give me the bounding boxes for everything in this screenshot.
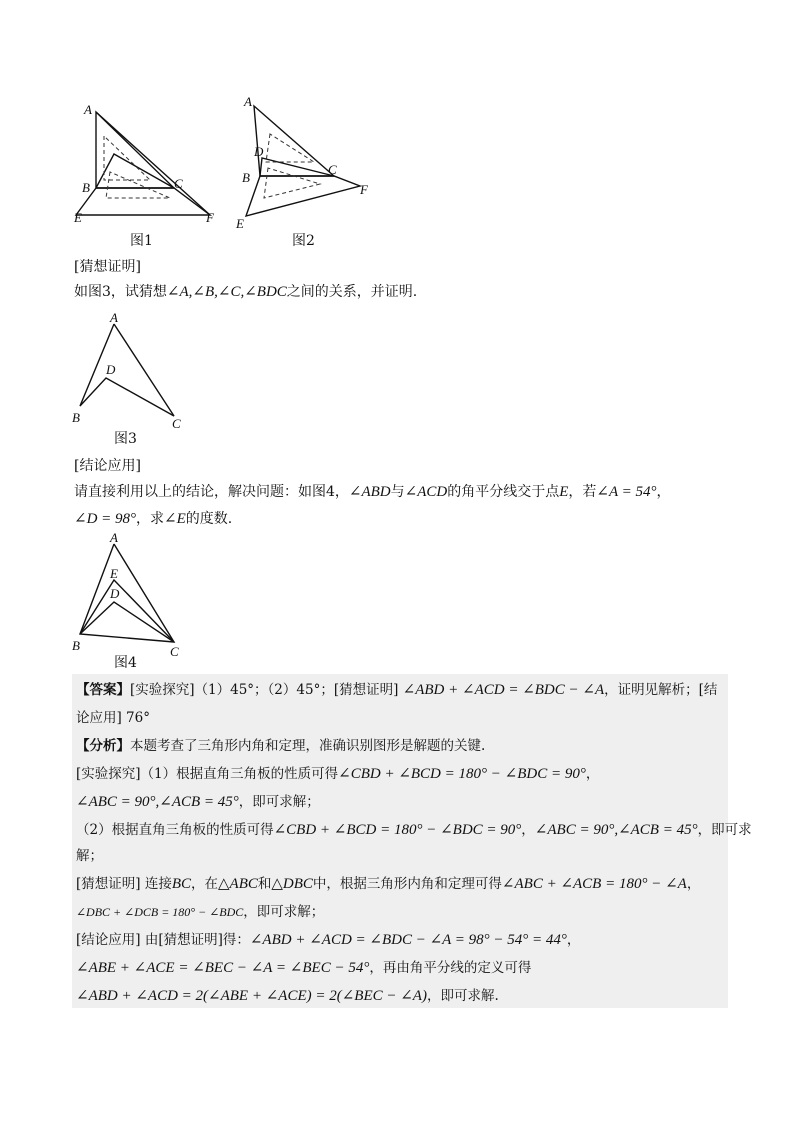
answer-line-1	[76, 680, 717, 700]
conclusion-math-1: ∠ABD + ∠ACD = ∠BDC − ∠A = 98° − 54° = 44°	[249, 932, 567, 948]
figure-2	[234, 96, 384, 236]
guess-heading: [猜想证明]	[74, 259, 141, 275]
explore2-math-2: ∠ABC = 90°,∠ACB = 45°	[534, 822, 698, 838]
proof-text-1: [猜想证明] 连接	[76, 876, 172, 892]
figure-3-diagram	[70, 308, 190, 433]
fig4-label-a: A	[110, 530, 118, 545]
explore-line-2	[76, 792, 320, 812]
fig2-label-b: B	[242, 170, 250, 185]
proof-math-dbc-sum: ∠DBC + ∠DCB = 180° − ∠BDC	[76, 905, 244, 919]
explore-text-1: [实验探究]（1）根据直角三角板的性质可得	[76, 766, 339, 782]
explore2-mid: ，	[521, 822, 535, 838]
fig2-label-c: C	[328, 162, 337, 177]
apply-math-e: E	[559, 484, 569, 500]
fig1-label-b: B	[82, 180, 90, 195]
figure-3	[70, 308, 190, 433]
fig2-label-a: A	[244, 94, 252, 109]
answer-math: ∠ABD + ∠ACD = ∠BDC − ∠A	[402, 682, 605, 698]
fig3-label-a: A	[110, 310, 118, 325]
figure-1-caption: 图1	[130, 233, 153, 249]
proof-line-2	[76, 902, 324, 922]
figure-2-diagram	[234, 96, 384, 236]
figure-4	[70, 532, 190, 658]
explore-math-2: ∠ABC = 90°,∠ACB = 45°	[76, 794, 239, 810]
explore-math-1: ∠CBD + ∠BCD = 180° − ∠BDC = 90°	[338, 766, 586, 782]
apply-math-acd: ∠ACD	[404, 484, 448, 500]
guess-math: ∠A,∠B,∠C,∠BDC	[166, 284, 287, 300]
fig1-label-e: E	[74, 210, 82, 225]
proof-math-bc: BC	[171, 876, 191, 892]
apply-math-abd: ∠ABD	[348, 484, 391, 500]
conclusion-math-2: ∠ABE + ∠ACE = ∠BEC − ∠A = ∠BEC − 54°	[76, 960, 370, 976]
figure-2-caption: 图2	[292, 233, 315, 249]
proof-text-3: 和	[257, 876, 272, 892]
guess-text-2: 之间的关系，并证明.	[286, 284, 418, 300]
apply-heading: [结论应用]	[74, 458, 141, 474]
apply-text-a: 请直接利用以上的结论，解决问题：如图4，	[74, 484, 349, 500]
explore2-line-1	[76, 820, 752, 840]
apply-line-2	[74, 509, 232, 529]
guess-prompt	[74, 282, 417, 302]
fig3-label-d: D	[106, 362, 116, 377]
guess-text-1: 如图3，试猜想	[74, 284, 167, 300]
fig4-label-b: B	[72, 638, 80, 653]
explore-line-1	[76, 764, 599, 784]
apply-text-e: ，	[656, 484, 671, 500]
proof-text-6: ，即可求解；	[243, 904, 325, 920]
proof-text-2: ，在	[191, 876, 218, 892]
fig2-label-f: F	[360, 182, 368, 197]
apply-text-g: 的度数.	[185, 511, 233, 527]
fig2-label-e: E	[236, 216, 244, 231]
explore2-tail: ，即可求	[697, 822, 752, 838]
fig4-label-d: D	[110, 586, 120, 601]
analysis-text: 本题考查了三角形内角和定理，准确识别图形是解题的关键.	[130, 738, 486, 754]
answer-text: [实验探究]（1）45°；（2）45°；[猜想证明]	[130, 682, 399, 698]
fig1-label-a: A	[84, 102, 92, 117]
conclusion-tail-1: ，	[566, 932, 581, 948]
fig4-label-e: E	[110, 566, 118, 581]
explore2-line-2: 解；	[76, 848, 103, 864]
analysis-line	[76, 736, 485, 756]
answer-tail: ，证明见解析；[结	[604, 682, 718, 698]
explore2-math-1: ∠CBD + ∠BCD = 180° − ∠BDC = 90°	[273, 822, 522, 838]
answer-line-2: 论应用] 76°	[76, 710, 150, 726]
apply-text-d: ，若	[568, 484, 597, 500]
proof-line-1	[76, 874, 700, 894]
proof-math-abc: △ABC	[218, 876, 258, 892]
explore-text-2: ，即可求解；	[238, 794, 320, 810]
figure-1	[70, 100, 230, 230]
proof-math-dbc: △DBC	[271, 876, 313, 892]
apply-line-1	[74, 482, 670, 502]
proof-text-5: ，	[686, 876, 701, 892]
conclusion-line-3	[76, 986, 499, 1006]
conclusion-line-1	[76, 930, 580, 950]
apply-text-f: ，求	[136, 511, 165, 527]
apply-text-b: 与	[390, 484, 405, 500]
figure-3-caption: 图3	[114, 431, 137, 447]
conclusion-text-3: ，即可求解.	[426, 988, 499, 1004]
conclusion-text-1: [结论应用] 由[猜想证明]得：	[76, 932, 250, 948]
apply-text-c: 的角平分线交于点	[447, 484, 560, 500]
analysis-tag: 【分析】	[76, 738, 130, 754]
explore-tail-1: ，	[585, 766, 600, 782]
figure-4-diagram	[70, 532, 190, 658]
answer-tag: 【答案】	[76, 682, 130, 698]
fig1-label-f: F	[206, 210, 214, 225]
fig1-label-c: C	[174, 176, 183, 191]
fig3-label-b: B	[72, 410, 80, 425]
fig4-label-c: C	[170, 644, 179, 659]
conclusion-text-2: ，再由角平分线的定义可得	[369, 960, 532, 976]
explore2-text: （2）根据直角三角板的性质可得	[76, 822, 274, 838]
figure-4-caption: 图4	[114, 655, 137, 671]
conclusion-math-3: ∠ABD + ∠ACD = 2(∠ABE + ∠ACE) = 2(∠BEC − ∠A)	[76, 988, 427, 1004]
figure-1-diagram	[70, 100, 230, 230]
apply-math-angle-e: ∠E	[164, 511, 186, 527]
apply-math-a54: ∠A = 54°	[596, 484, 657, 500]
proof-math-sum: ∠ABC + ∠ACB = 180° − ∠A	[501, 876, 687, 892]
conclusion-line-2	[76, 958, 531, 978]
fig3-label-c: C	[172, 416, 181, 431]
proof-text-4: 中，根据三角形内角和定理可得	[312, 876, 502, 892]
fig2-label-d: D	[254, 144, 264, 159]
apply-math-d98: ∠D = 98°	[74, 511, 137, 527]
